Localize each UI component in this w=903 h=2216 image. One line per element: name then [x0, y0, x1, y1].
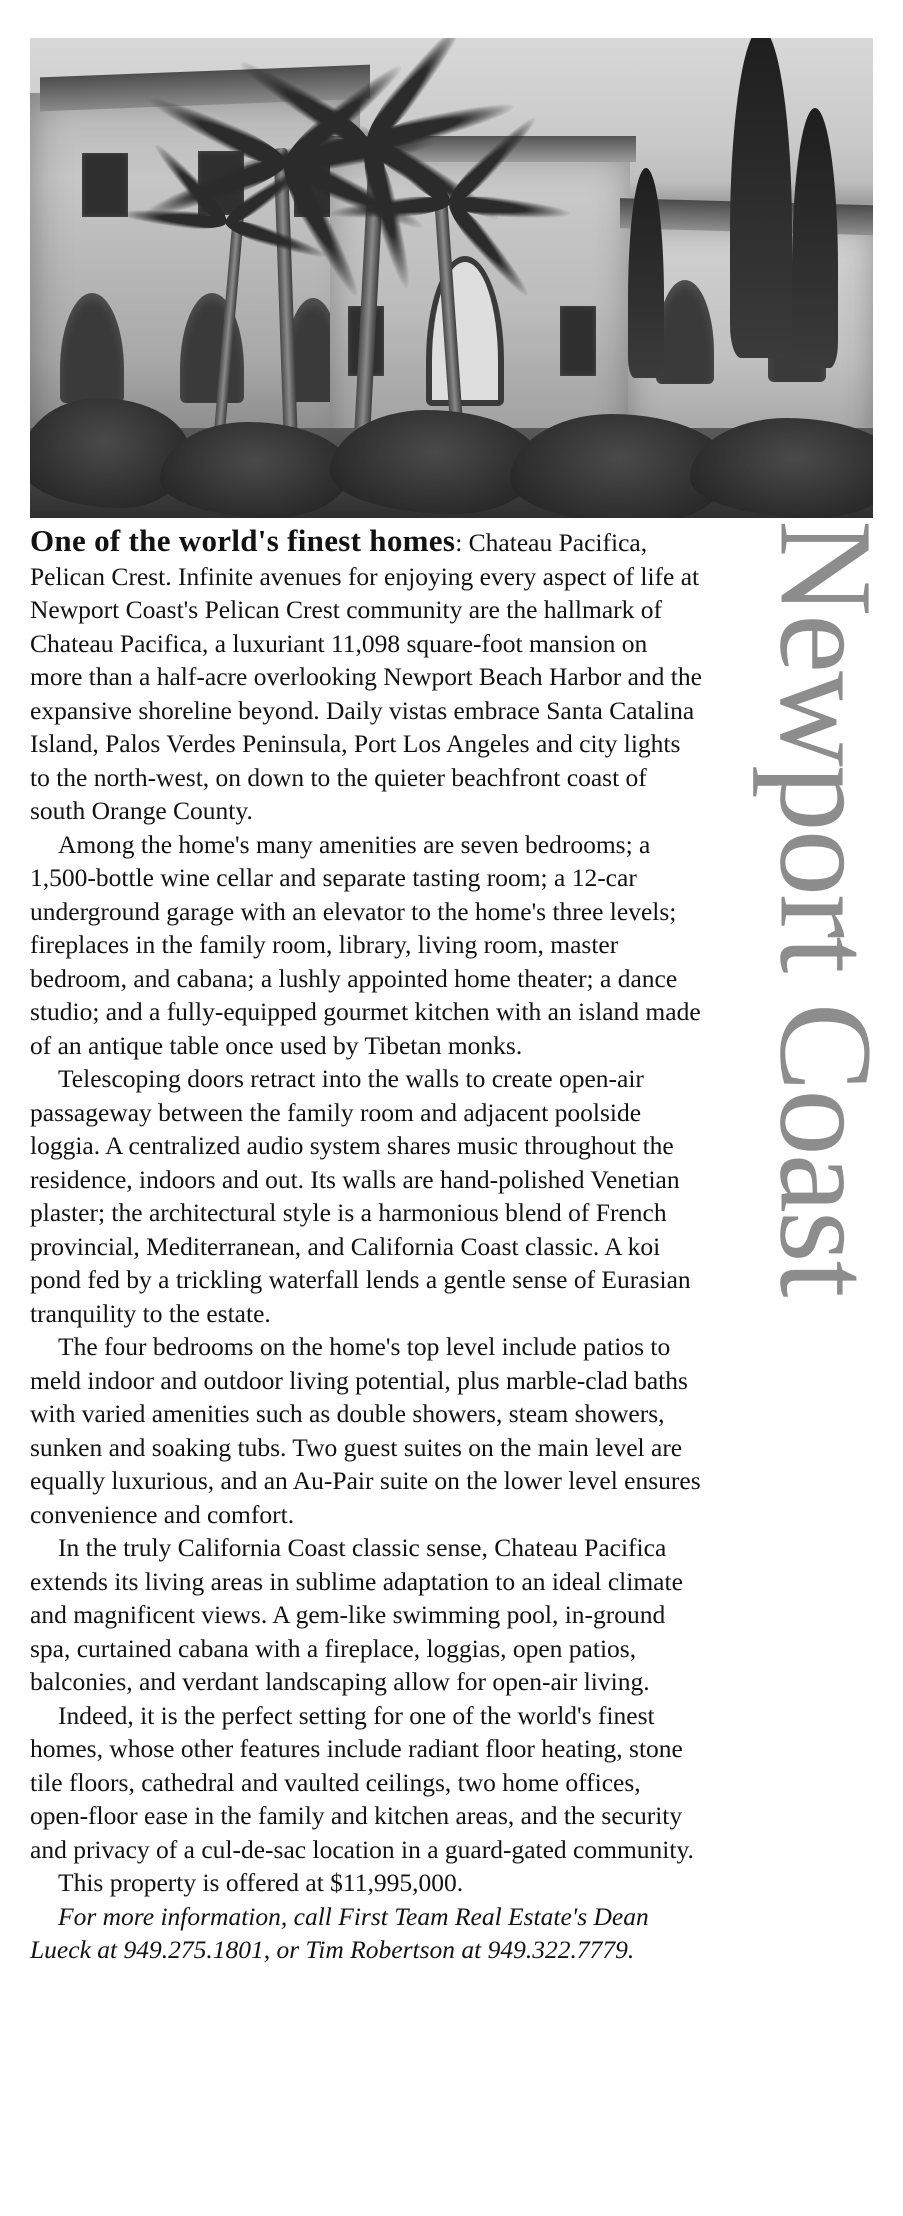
photo-window [82, 153, 128, 217]
article-paragraph-5: In the truly California Coast classic sense, Chateau Pacifica extends its living areas in sublime adaptation to an ideal climate and magnificent views. A gem-like swimming pool, in-ground spa, curtained cabana with a fireplace, loggias, open patios, balconies, and verdant landscaping allow for open-air living. [30, 1533, 683, 1696]
vertical-section-title-text: Newport Coast [752, 520, 901, 1296]
photo-cypress-tree [792, 108, 838, 368]
photo-window [560, 306, 596, 376]
photo-shrub [160, 422, 350, 518]
article-lede: One of the world's finest homes [30, 523, 456, 558]
photo-shrub [330, 410, 540, 514]
article-paragraph-1 [30, 524, 702, 828]
photo-cypress-tree [730, 38, 792, 358]
article-contact-info: For more information, call First Team Real Estate's Dean Lueck at 949.275.1801, or Tim Robertson at 949.322.7779. [30, 1901, 649, 1964]
article-price-line: This property is offered at $11,995,000. [58, 1868, 464, 1897]
article-paragraph-1-text: : Chateau Pacifica, Pelican Crest. Infinite avenues for enjoying every aspect of life at Newport Coast's Pelican Crest community are the hallmark of Chateau Pacifica, a luxuriant 11,098 square-foot mansion on more than a half-acre overlooking Newport Beach Harbor and the expansive shoreline beyond. Daily vistas embrace Santa Catalina Island, Palos Verdes Peninsula, Port Los Angeles and city lights to the north-west, on down to the quieter beachfront coast of south Orange County. [30, 528, 702, 825]
photo-arch [656, 280, 714, 384]
property-photo [30, 38, 873, 518]
article-paragraph-2: Among the home's many amenities are seven bedrooms; a 1,500-bottle wine cellar and separate tasting room; a 12-car underground garage with an elevator to the home's three levels; fireplaces in the family room, library, living room, master bedroom, and cabana; a lushly appointed home theater; a dance studio; and a fully-equipped gourmet kitchen with an island made of an antique table once used by Tibetan monks. [30, 829, 701, 1060]
photo-image [30, 38, 873, 518]
photo-arch [60, 293, 124, 403]
photo-entry-door [426, 256, 504, 406]
article-paragraph-4: The four bedrooms on the home's top level include patios to meld indoor and outdoor living potential, plus marble-clad baths with varied amenities such as double showers, steam showers, sunken and soaking tubs. Two guest suites on the main level are equally luxurious, and an Au-Pair suite on the lower level ensures convenience and comfort. [30, 1332, 701, 1529]
article-paragraph-3: Telescoping doors retract into the walls to create open-air passageway between the family room and adjacent poolside loggia. A centralized audio system shares music throughout the residence, indoors and out. Its walls are hand-polished Venetian plaster; the architectural style is a harmonious blend of French provincial, Mediterranean, and California Coast classic. A koi pond fed by a trickling waterfall lends a gentle sense of Eurasian tranquility to the estate. [30, 1064, 691, 1328]
vertical-section-title [751, 520, 901, 2140]
article-paragraph-6: Indeed, it is the perfect setting for one of the world's finest homes, whose other features include radiant floor heating, stone tile floors, cathedral and vaulted ceilings, two home offices, open-floor ease in the family and kitchen areas, and the security and privacy of a cul-de-sac location in a guard-gated community. [30, 1700, 694, 1864]
article-body [30, 524, 702, 1967]
